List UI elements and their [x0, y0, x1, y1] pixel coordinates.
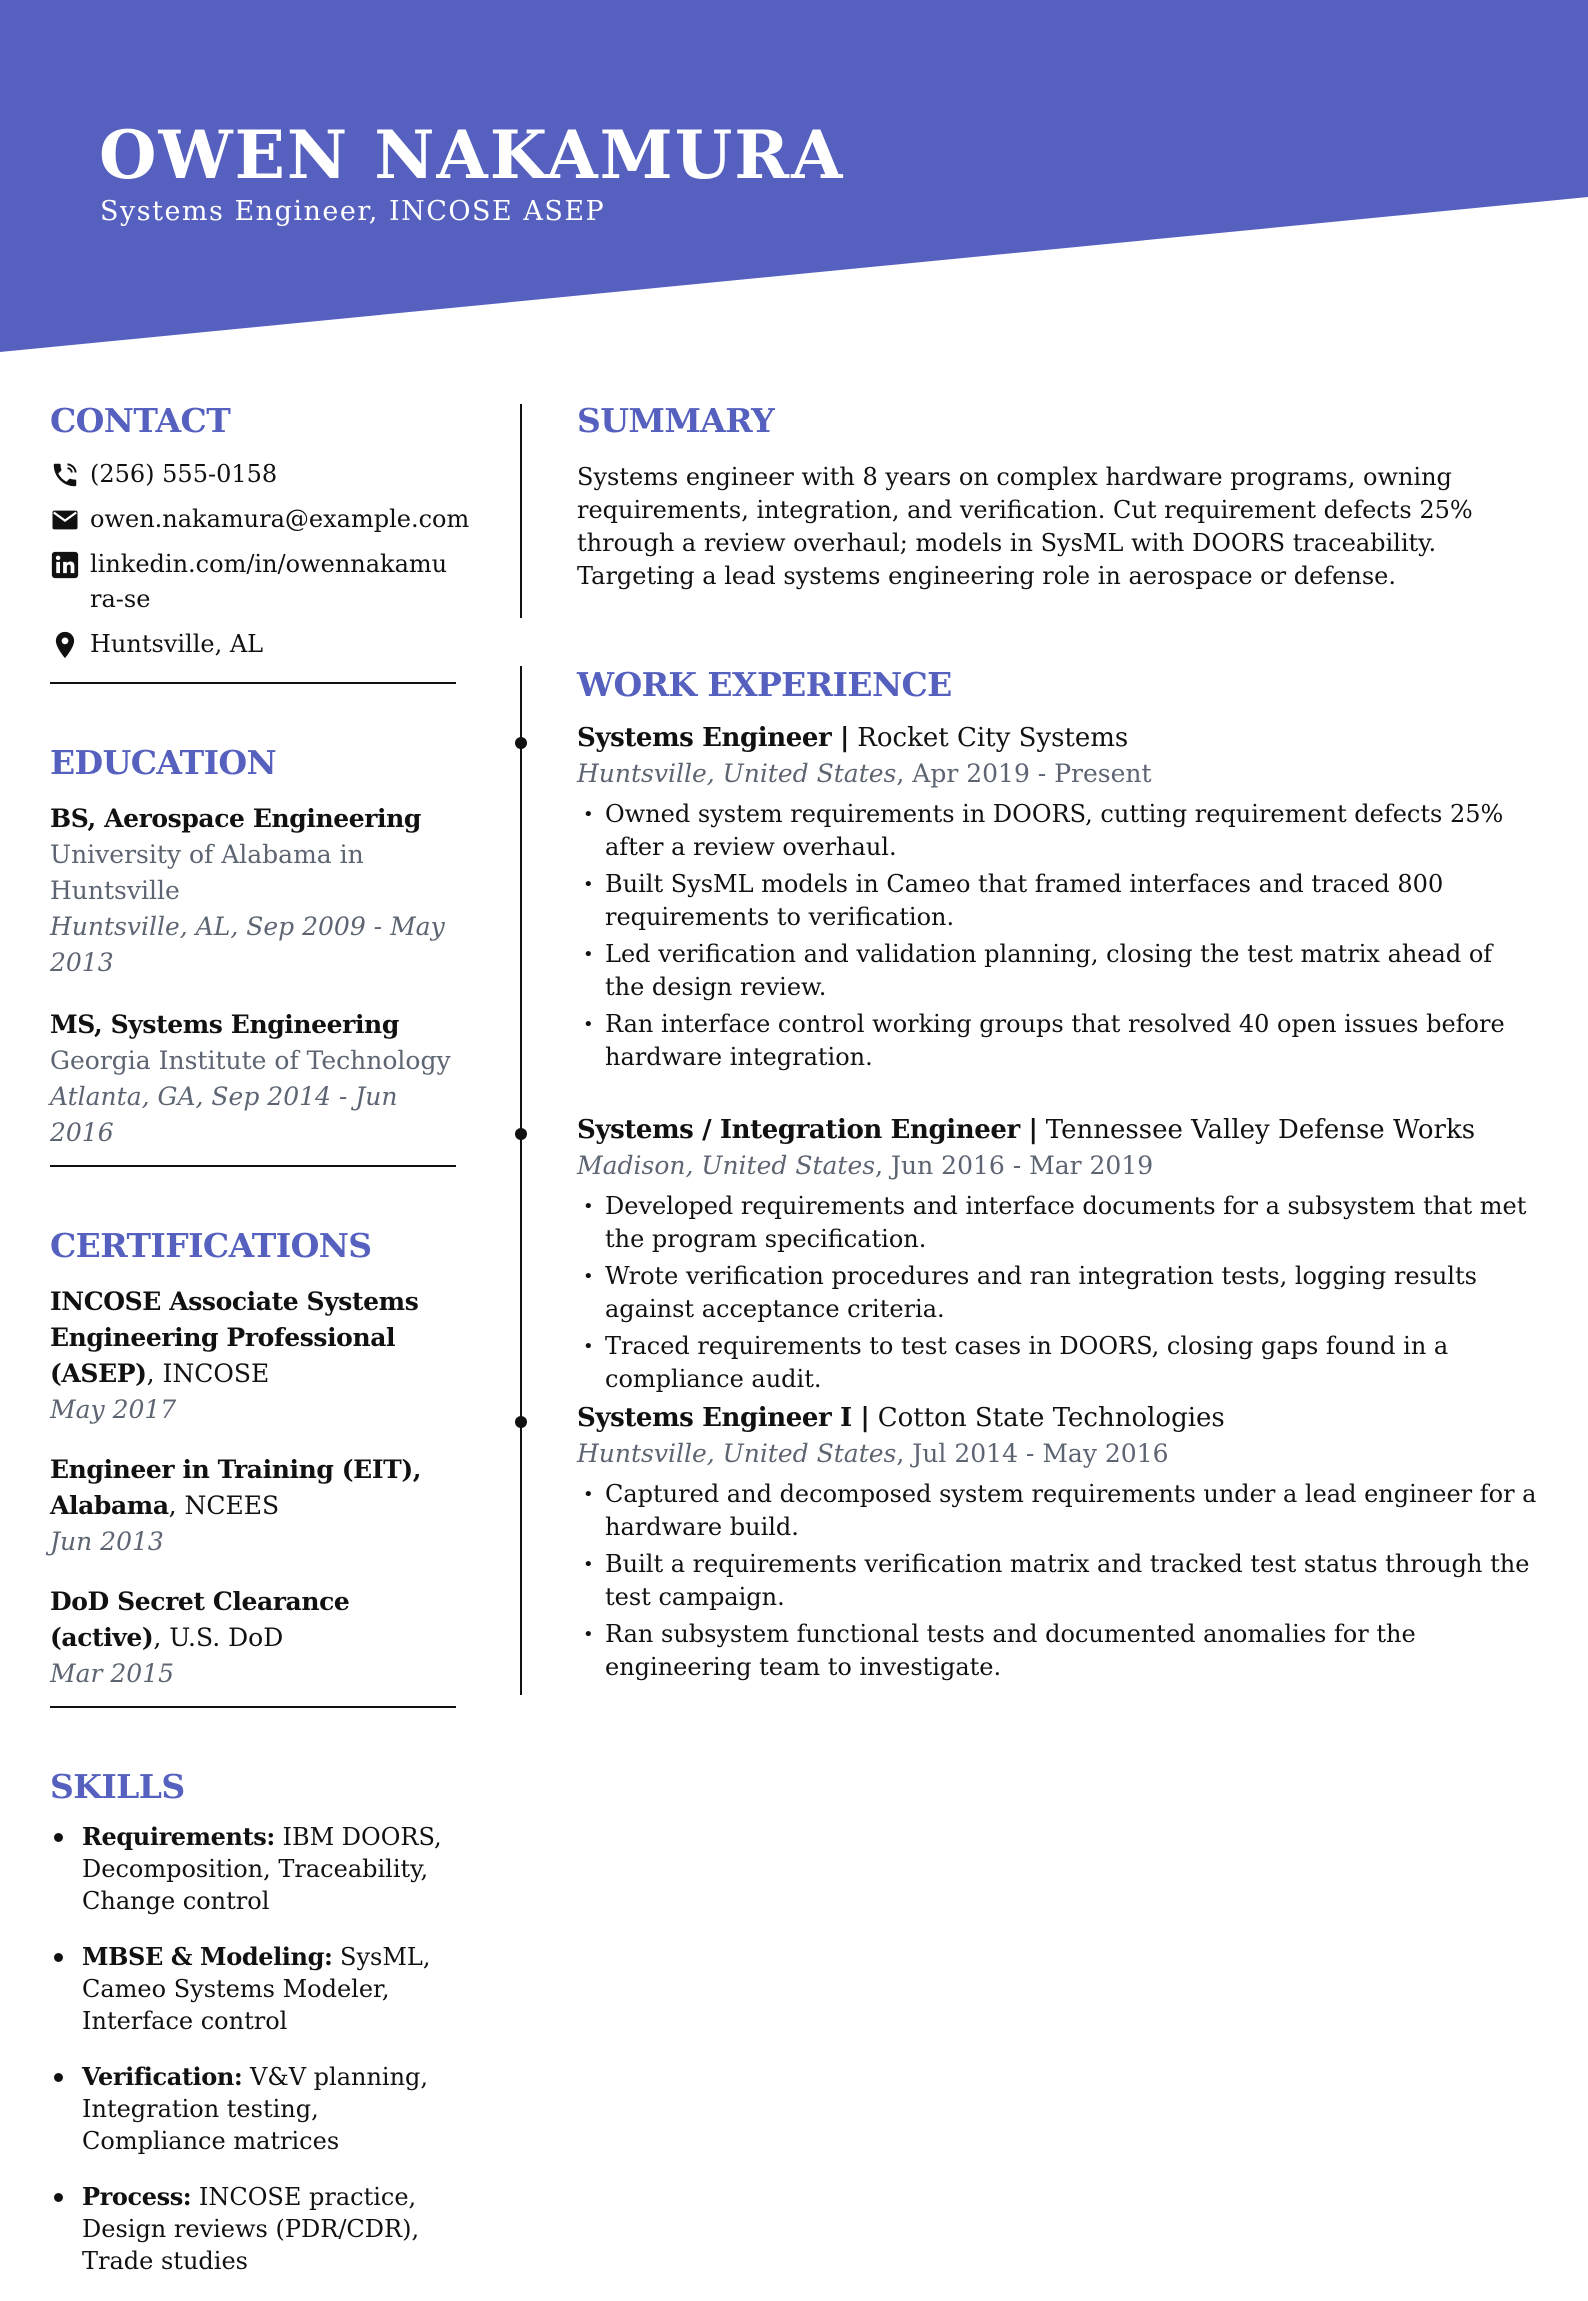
email-text[interactable]: owen.nakamura@example.com — [90, 505, 470, 533]
experience-timeline — [520, 666, 522, 1695]
contact-title: CONTACT — [50, 401, 231, 440]
contact-linkedin — [50, 547, 456, 617]
cert-name: DoD Secret Clearance (active) — [50, 1587, 350, 1652]
left-column — [50, 401, 470, 2301]
timeline-dot — [515, 737, 527, 749]
skill-item — [50, 2061, 456, 2157]
job-dates: , Apr 2019 - Present — [896, 759, 1152, 788]
skill-item — [50, 1941, 456, 2037]
job-bullet: • Traced requirements to test cases in DOORS, closing gaps found in a compliance audit. — [577, 1330, 1537, 1396]
job-bullets — [577, 1478, 1537, 1684]
job-entry — [577, 720, 1537, 1078]
right-column — [577, 401, 1537, 1681]
job-bullet: • Ran interface control working groups that resolved 40 open issues before hardware integration. — [577, 1008, 1537, 1074]
job-bullet: • Built SysML models in Cameo that framed interfaces and traced 800 requirements to verification. — [577, 868, 1537, 934]
location-pin-icon — [50, 627, 90, 662]
job-bullet: • Wrote verification procedures and ran integration tests, logging results against acceptance criteria. — [577, 1260, 1537, 1326]
job-location: Huntsville, United States — [577, 1439, 897, 1468]
certification-item — [50, 1452, 456, 1560]
location-text: Huntsville, AL — [90, 630, 264, 658]
job-bullet: • Developed requirements and interface documents for a subsystem that met the program specification. — [577, 1190, 1537, 1256]
school: Georgia Institute of Technology — [50, 1046, 451, 1075]
skills-list — [50, 1821, 456, 2277]
summary-rule — [520, 404, 522, 618]
linkedin-text[interactable]: linkedin.com/in/owennakamura-se — [90, 550, 448, 613]
skill-label: Requirements: — [82, 1822, 275, 1851]
phone-icon — [50, 457, 90, 492]
cert-name: INCOSE Associate Systems Engineering Professional (ASEP) — [50, 1287, 419, 1388]
job-company: Tennessee Valley Defense Works — [1037, 1115, 1476, 1145]
candidate-headline: Systems Engineer, INCOSE ASEP — [100, 196, 606, 227]
linkedin-icon — [50, 547, 90, 582]
job-location: Madison, United States — [577, 1151, 876, 1180]
skills-title: SKILLS — [50, 1767, 185, 1806]
certifications-title: CERTIFICATIONS — [50, 1226, 372, 1265]
job-bullet: • Captured and decomposed system requirements under a lead engineer for a hardware build. — [577, 1478, 1537, 1544]
job-bullet: • Ran subsystem functional tests and documented anomalies for the engineering team to investigate. — [577, 1618, 1537, 1684]
job-dates: , Jun 2016 - Mar 2019 — [875, 1151, 1154, 1180]
timeline-dot — [515, 1416, 527, 1428]
certifications-list — [50, 1284, 456, 1692]
skill-label: MBSE & Modeling: — [82, 1942, 333, 1971]
education-title: EDUCATION — [50, 743, 277, 782]
skill-value: SysML, Cameo Systems Modeler, Interface control — [82, 1943, 431, 2035]
job-entry — [577, 1400, 1537, 1688]
job-bullet: • Owned system requirements in DOORS, cutting requirement defects 25% after a review overhaul. — [577, 798, 1537, 864]
education-list — [50, 801, 456, 1151]
education-item — [50, 1007, 456, 1151]
skill-value: V&V planning, Integration testing, Compliance matrices — [82, 2063, 429, 2155]
job-role: Systems Engineer | — [577, 723, 850, 753]
skill-value: IBM DOORS, Decomposition, Traceability, Change control — [82, 1823, 442, 1915]
skill-value: INCOSE practice, Design reviews (PDR/CDR), Trade studies — [82, 2183, 420, 2275]
cert-date: Mar 2015 — [50, 1659, 175, 1688]
phone-text: (256) 555-0158 — [90, 460, 278, 488]
contact-divider — [50, 682, 456, 684]
contact-location — [50, 627, 456, 662]
job-role: Systems / Integration Engineer | — [577, 1115, 1038, 1145]
cert-issuer: , NCEES — [168, 1491, 280, 1520]
contact-email — [50, 502, 470, 537]
job-location: Huntsville, United States — [577, 759, 897, 788]
job-company: Rocket City Systems — [849, 723, 1129, 753]
job-entry — [577, 1112, 1537, 1400]
job-bullet: • Led verification and validation planning, closing the test matrix ahead of the design review. — [577, 938, 1537, 1004]
contact-phone — [50, 457, 456, 492]
skill-item — [50, 1821, 456, 1917]
job-bullets — [577, 798, 1537, 1074]
certification-item — [50, 1584, 456, 1692]
cert-name: Engineer in Training (EIT), Alabama — [50, 1455, 422, 1520]
education-item — [50, 801, 456, 981]
place-dates: Atlanta, GA, Sep 2014 - Jun 2016 — [50, 1082, 398, 1147]
contact-list — [50, 457, 470, 662]
degree: MS, Systems Engineering — [50, 1010, 399, 1039]
cert-issuer: , U.S. DoD — [153, 1623, 284, 1652]
job-company: Cotton State Technologies — [869, 1403, 1225, 1433]
email-icon — [50, 502, 90, 537]
education-divider — [50, 1165, 456, 1167]
job-bullets — [577, 1190, 1537, 1396]
cert-date: Jun 2013 — [50, 1527, 164, 1556]
summary-title: SUMMARY — [577, 401, 775, 440]
summary-text: Systems engineer with 8 years on complex hardware programs, owning requirements, integration, and verification. Cut requirement defects 25% through a review overhaul; models in SysML with DOORS traceability. Targeting a lead systems engineering role in aerospace or defense. — [577, 463, 1473, 590]
certifications-divider — [50, 1706, 456, 1708]
experience-title: WORK EXPERIENCE — [577, 665, 952, 704]
certification-item — [50, 1284, 456, 1428]
cert-issuer: , INCOSE — [146, 1359, 270, 1388]
skill-label: Process: — [82, 2182, 192, 2211]
job-role: Systems Engineer I | — [577, 1403, 870, 1433]
skill-item — [50, 2181, 456, 2277]
candidate-name: OWEN NAKAMURA — [99, 116, 845, 194]
cert-date: May 2017 — [50, 1395, 177, 1424]
school: University of Alabama in Huntsville — [50, 840, 364, 905]
job-dates: , Jul 2014 - May 2016 — [896, 1439, 1169, 1468]
place-dates: Huntsville, AL, Sep 2009 - May 2013 — [50, 912, 445, 977]
job-bullet: • Built a requirements verification matrix and tracked test status through the test campaign. — [577, 1548, 1537, 1614]
skill-label: Verification: — [82, 2062, 243, 2091]
degree: BS, Aerospace Engineering — [50, 804, 421, 833]
timeline-dot — [515, 1128, 527, 1140]
